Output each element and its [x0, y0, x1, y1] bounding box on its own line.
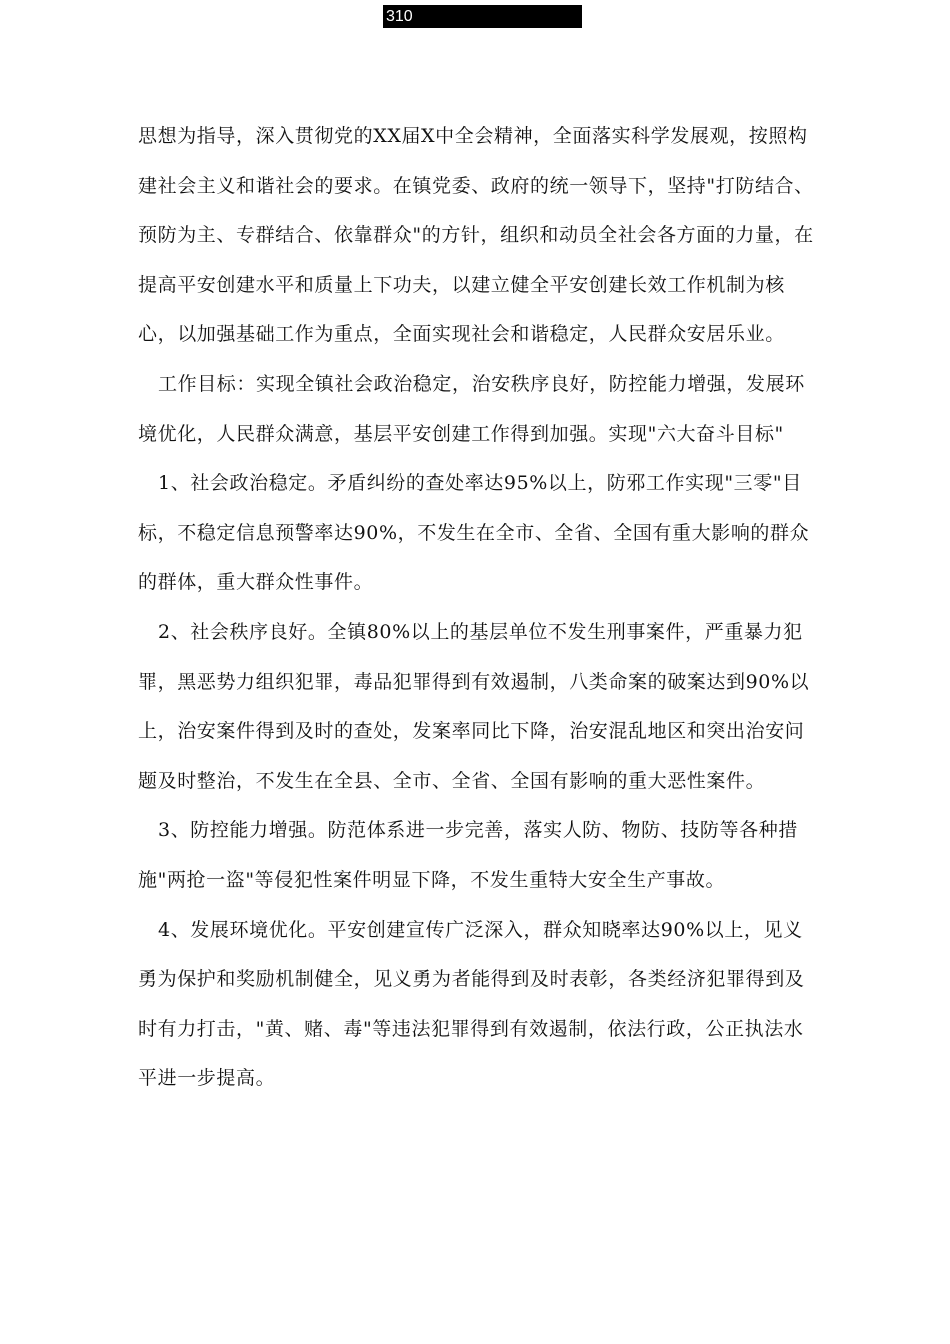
page-number-badge: 310 — [383, 5, 582, 28]
document-body — [138, 112, 814, 1104]
paragraph-guiding-thought: 思想为指导，深入贯彻党的XX届X中全会精神，全面落实科学发展观，按照构建社会主义和谐社会的要求。在镇党委、政府的统一领导下，坚持"打防结合、预防为主、专群结合、依靠群众"的方针，组织和动员全社会各方面的力量，在提高平安创建水平和质量上下功夫，以建立健全平安创建长效工作机制为核心，以加强基础工作为重点，全面实现社会和谐稳定，人民群众安居乐业。 — [138, 125, 814, 346]
paragraph-goal-3: 3、防控能力增强。防范体系进一步完善，落实人防、物防、技防等各种措施"两抢一盗"等侵犯性案件明显下降，不发生重特大安全生产事故。 — [138, 819, 798, 891]
paragraph-work-goals: 工作目标：实现全镇社会政治稳定，治安秩序良好，防控能力增强，发展环境优化，人民群众满意，基层平安创建工作得到加强。实现"六大奋斗目标" — [138, 372, 805, 445]
paragraph-goal-4: 4、发展环境优化。平安创建宣传广泛深入，群众知晓率达90%以上，见义勇为保护和奖励机制健全，见义勇为者能得到及时表彰，各类经济犯罪得到及时有力打击，"黄、赌、毒"等违法犯罪得到有效遏制，依法行政，公正执法水平进一步提高。 — [138, 918, 805, 1090]
paragraph-goal-1: 1、社会政治稳定。矛盾纠纷的查处率达95%以上，防邪工作实现"三零"目标，不稳定信息预警率达90%，不发生在全市、全省、全国有重大影响的群众的群体，重大群众性事件。 — [138, 472, 810, 594]
paragraph-goal-2: 2、社会秩序良好。全镇80%以上的基层单位不发生刑事案件，严重暴力犯罪，黑恶势力组织犯罪，毒品犯罪得到有效遏制，八类命案的破案达到90%以上，治安案件得到及时的查处，发案率同比下降，治安混乱地区和突出治安问题及时整治，不发生在全县、全市、全省、全国有影响的重大恶性案件。 — [138, 620, 810, 792]
